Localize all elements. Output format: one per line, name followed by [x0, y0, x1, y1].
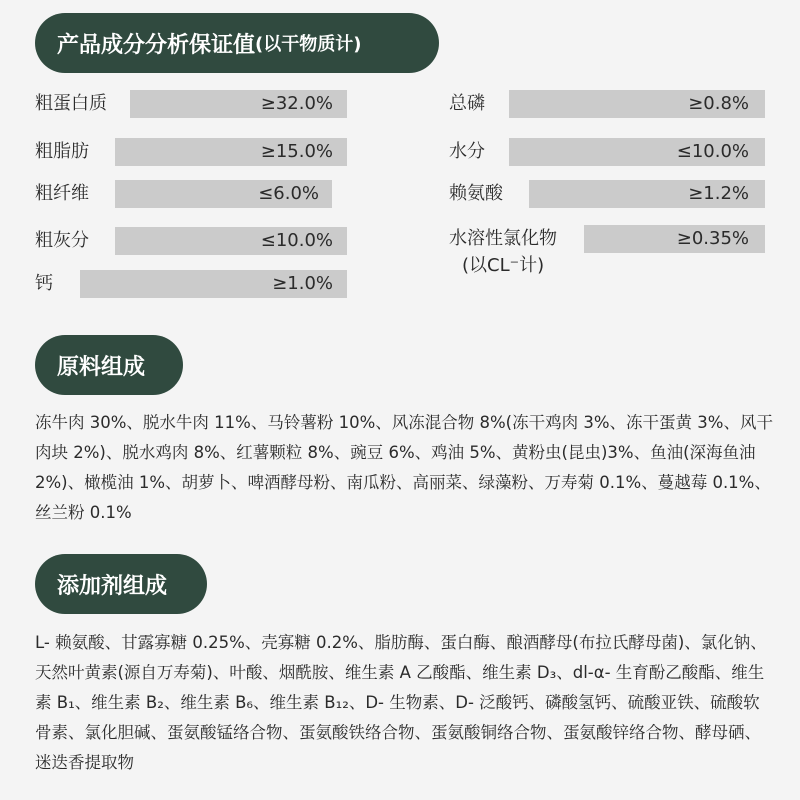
analysis-sublabel: (以CL⁻计) — [462, 255, 545, 276]
analysis-row-water-soluble-chloride — [449, 225, 765, 253]
additives-text: L- 赖氨酸、甘露寡糖 0.25%、壳寡糖 0.2%、脂肪酶、蛋白酶、酿酒酵母(布拉氏酵母菌)、氯化钠、天然叶黄素(源自万寿菊)、叶酸、烟酰胺、维生素 A 乙酸酯、维生素 D₃、dl-α- 生育酚乙酸酯、维生素 B₁、维生素 B₂、维生素 B₆、维生素 B₁₂、D- 生物素、D- 泛酸钙、磷酸氢钙、硫酸亚铁、硫酸软骨素、氯化胆碱、蛋氨酸锰络合物、蛋氨酸铁络合物、蛋氨酸铜络合物、蛋氨酸锌络合物、酵母硒、迷迭香提取物 — [35, 633, 767, 772]
analysis-label: 赖氨酸 — [449, 183, 503, 204]
analysis-value: ≤10.0% — [676, 141, 749, 162]
analysis-value: ≤10.0% — [260, 230, 333, 251]
analysis-value: ≥1.0% — [272, 273, 333, 294]
analysis-value: ≥15.0% — [260, 141, 333, 162]
analysis-row-crude-protein — [35, 90, 347, 118]
analysis-row-calcium — [35, 270, 347, 298]
analysis-label: 水溶性氯化物 — [449, 228, 557, 249]
analysis-label: 粗蛋白质 — [35, 93, 107, 114]
analysis-value: ≥32.0% — [260, 93, 333, 114]
ingredients-text: 冻牛肉 30%、脱水牛肉 11%、马铃薯粉 10%、风冻混合物 8%(冻干鸡肉 3%、冻干蛋黄 3%、风干肉块 2%)、脱水鸡肉 8%、红薯颗粒 8%、豌豆 6%、鸡油 5%、黄粉虫(昆虫)3%、鱼油(深海鱼油 2%)、橄榄油 1%、胡萝卜、啤酒酵母粉、南瓜粉、高丽菜、绿藻粉、万寿菊 0.1%、蔓越莓 0.1%、丝兰粉 0.1% — [35, 413, 773, 522]
analysis-label: 粗脂肪 — [35, 141, 89, 162]
ingredients-title: 原料组成 — [57, 354, 146, 380]
analysis-row-crude-ash — [35, 227, 347, 255]
analysis-title: 产品成分分析保证值 — [57, 32, 256, 58]
analysis-value: ≤6.0% — [258, 183, 319, 204]
analysis-row-moisture — [449, 138, 765, 166]
analysis-label: 粗纤维 — [35, 183, 89, 204]
analysis-value: ≥0.8% — [688, 93, 749, 114]
analysis-row-total-phosphorus — [449, 90, 765, 118]
additives-title: 添加剂组成 — [57, 573, 168, 599]
analysis-label: 水分 — [449, 141, 485, 162]
analysis-row-crude-fat — [35, 138, 347, 166]
analysis-header — [35, 13, 439, 73]
analysis-value: ≥1.2% — [688, 183, 749, 204]
analysis-title-note: (以干物质计) — [255, 34, 362, 55]
analysis-label: 钙 — [35, 273, 53, 294]
additives-header — [35, 554, 207, 614]
analysis-row-lysine — [449, 180, 765, 208]
ingredients-header — [35, 335, 183, 395]
analysis-label: 粗灰分 — [35, 230, 89, 251]
analysis-label: 总磷 — [449, 93, 485, 114]
analysis-row-crude-fiber — [35, 180, 347, 208]
analysis-value: ≥0.35% — [676, 228, 749, 249]
